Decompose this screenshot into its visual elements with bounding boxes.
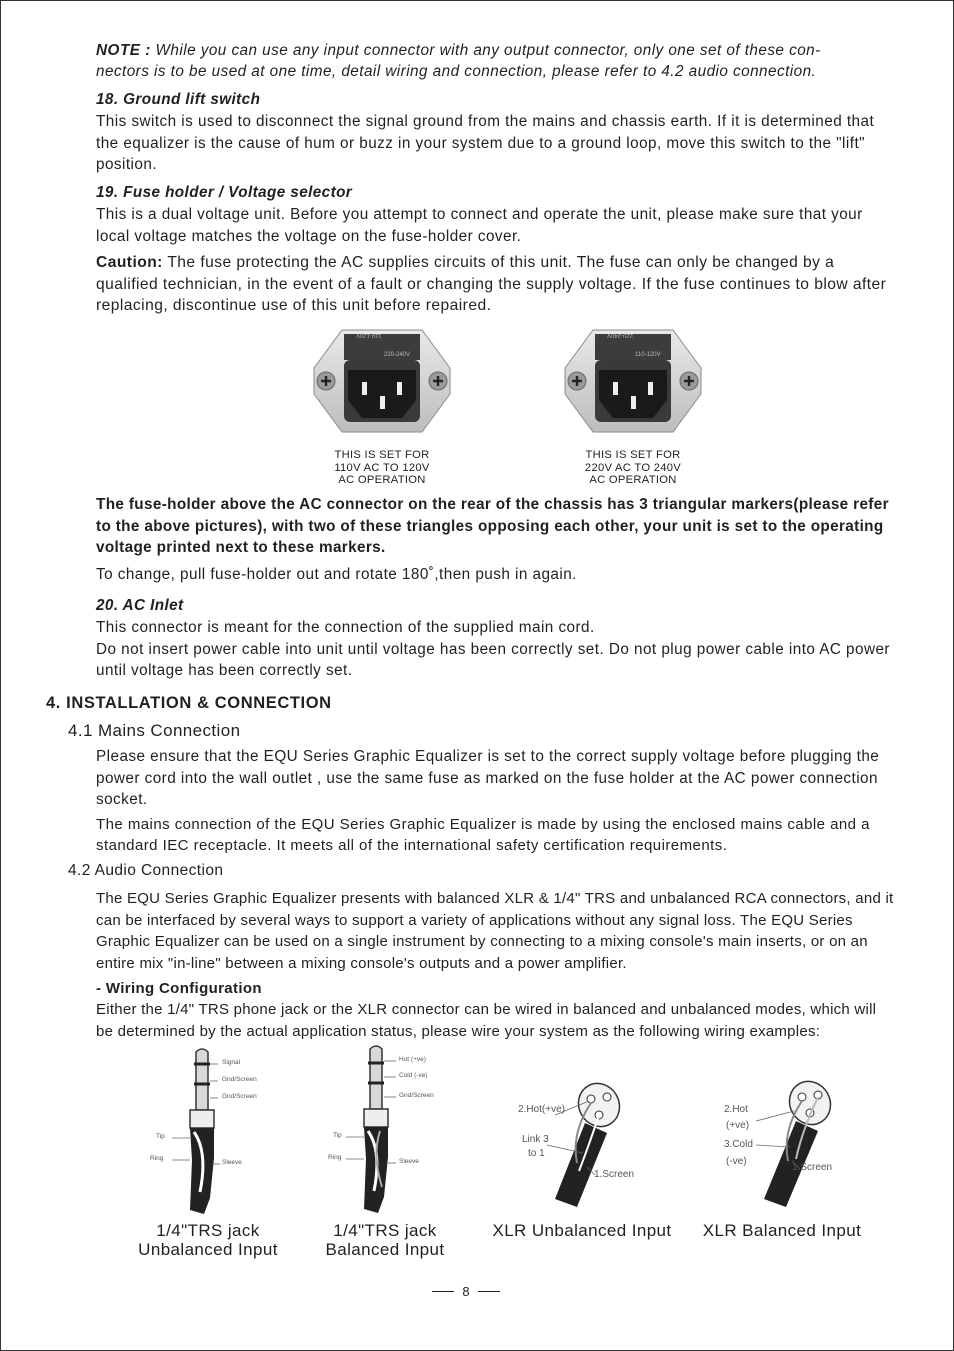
wire-label: 2.Hot — [724, 1104, 748, 1115]
note-label: NOTE : — [96, 42, 151, 59]
section-19 — [96, 182, 896, 317]
fuse-caption-110v — [312, 449, 452, 487]
fuse-caption-line: 110V AC TO 120V — [334, 461, 430, 474]
page-number-rule — [478, 1291, 500, 1292]
fuse-caption-line: THIS IS SET FOR — [585, 449, 681, 461]
fuse-holder-110v-image — [312, 328, 452, 438]
caption-xlr-balanced — [690, 1222, 874, 1241]
fuse-caption-220v — [563, 449, 703, 487]
fuse-holder-220v-image — [563, 328, 703, 438]
mains-paragraph-1: Please ensure that the EQU Series Graphic Equalizer is set to the correct supply voltage before plugging the power cord into the wall outlet , use the same fuse as marked on the fuse holder at the AC power connection socket. — [96, 748, 880, 809]
caution-label: Caution: — [96, 254, 163, 272]
section-4-1-title: 4.1 Mains Connection — [68, 721, 241, 740]
caption-trs-unbalanced — [128, 1222, 288, 1259]
wire-label: 1.Screen — [594, 1169, 635, 1180]
section-20-line-2: Do not insert power cable into unit until voltage has been correctly set. Do not plug power cable into AC power until voltage has been correctly set. — [96, 640, 890, 680]
change-instruction: To change, pull fuse-holder out and rotate 180˚,then push in again. — [96, 565, 577, 583]
fuse-caption-line: THIS IS SET FOR — [334, 449, 430, 461]
trs-balanced-diagram — [328, 1045, 448, 1217]
wire-label: Ring — [328, 1154, 342, 1161]
section-18-heading: 18. Ground lift switch — [96, 91, 261, 108]
diagram-caption: 1/4"TRS jack — [156, 1221, 260, 1240]
trs-jack-icon — [328, 1045, 448, 1217]
diagram-caption: 1/4"TRS jack — [333, 1221, 437, 1240]
wire-label: Gnd/Screen — [399, 1092, 434, 1099]
iec-inlet-icon — [312, 328, 452, 434]
section-4-1-body — [96, 746, 896, 857]
wire-label: Gnd/Screen — [222, 1093, 257, 1100]
section-4-2-title: 4.2 Audio Connection — [68, 862, 224, 879]
wiring-paragraph: Either the 1/4" TRS phone jack or the XLR connector can be wired in balanced and unbalanced modes, which will be determined by the actual application status, please wire your system as the following wiring examples: — [96, 1001, 877, 1040]
wire-label: Sleeve — [399, 1158, 419, 1165]
iec-inlet-icon — [563, 328, 703, 434]
fuse-top-label: 220-240V — [607, 332, 634, 338]
fuse-caption-line: AC OPERATION — [589, 474, 677, 487]
section-20-heading: 20. AC Inlet — [96, 597, 184, 614]
caution-paragraph — [96, 252, 896, 317]
section-20 — [96, 595, 896, 682]
page-number — [432, 1283, 500, 1299]
diagram-caption: Balanced Input — [325, 1239, 445, 1259]
diagram-caption: Unbalanced Input — [138, 1239, 278, 1259]
wire-label: (+ve) — [726, 1120, 750, 1131]
section-4-2-body — [96, 888, 896, 1043]
xlr-unbalanced-diagram — [515, 1075, 645, 1215]
wire-label: Cold (-ve) — [399, 1072, 428, 1079]
mains-paragraph-2: The mains connection of the EQU Series Graphic Equalizer is made by using the enclosed mains cable and a standard IEC receptacle. It meets all of the international safety certification requirements. — [96, 815, 870, 855]
wire-label: Hot (+ve) — [399, 1056, 426, 1063]
wire-label: Gnd/Screen — [222, 1076, 257, 1083]
xlr-connector-icon — [515, 1075, 645, 1215]
section-4-title: 4. INSTALLATION & CONNECTION — [46, 694, 332, 712]
caption-trs-balanced — [305, 1222, 465, 1259]
section-20-line-1: This connector is meant for the connection of the supplied main cord. — [96, 619, 595, 636]
section-19-body: This is a dual voltage unit. Before you attempt to connect and operate the unit, please make sure that your local voltage matches the voltage on the fuse-holder cover. — [96, 206, 863, 245]
wire-label: Tip — [333, 1132, 342, 1139]
wire-label: 3.Cold — [724, 1139, 753, 1150]
audio-paragraph: The EQU Series Graphic Equalizer presents with balanced XLR & 1/4" TRS and unbalanced RCA connectors, and it can be interfaced by several ways to support a variety of applications without any signal loss. The EQU Series Graphic Equalizer can be used on a single instrument by connecting to a mixing console's main inserts, or on an entire mix "in-line" between a mixing console's outputs and a power amplifier. — [96, 890, 894, 972]
caution-text: The fuse protecting the AC supplies circuits of this unit. The fuse can only be changed by a qualified technician, in the event of a fault or changing the supply voltage. If the fuse continues to blow after replacing, discontinue use of this unit before repaired. — [96, 254, 887, 315]
wiring-heading: - Wiring Configuration — [96, 980, 262, 998]
section-18 — [96, 89, 896, 176]
note-text-2: nectors is to be used at one time, detail wiring and connection, please refer to 4.2 audio connection. — [96, 63, 817, 80]
fuse-caption-line: 220V AC TO 240V — [584, 461, 682, 474]
wire-label: (-ve) — [726, 1156, 747, 1167]
diagram-caption: XLR Balanced Input — [702, 1221, 862, 1240]
wire-label: Sleeve — [222, 1159, 242, 1166]
wire-label: 1.Screen — [792, 1162, 833, 1173]
caption-xlr-unbalanced — [482, 1222, 682, 1241]
wire-label: Ring — [150, 1155, 164, 1162]
fuse-caption-line: AC OPERATION — [338, 474, 426, 487]
fuse-note-block — [96, 494, 896, 585]
section-18-body: This switch is used to disconnect the signal ground from the mains and chassis earth. If it is determined that the equalizer is the cause of hum or buzz in your system due to a ground loop, move this switch to the "lift" position. — [96, 113, 875, 174]
wire-label: Link 3 — [522, 1134, 549, 1145]
note-block — [96, 40, 906, 82]
wire-label: Signal — [222, 1059, 241, 1066]
diagram-caption: XLR Unbalanced Input — [492, 1221, 672, 1240]
page-number-rule — [432, 1291, 454, 1292]
section-19-heading: 19. Fuse holder / Voltage selector — [96, 184, 353, 201]
page-number-value: 8 — [462, 1284, 470, 1300]
fuse-top-label: 110-120V — [356, 332, 382, 338]
note-text: While you can use any input connector with any output connector, only one set of these con- — [150, 42, 821, 59]
wire-label: Tip — [156, 1133, 165, 1140]
trs-jack-icon — [150, 1048, 270, 1218]
xlr-balanced-diagram — [722, 1075, 852, 1215]
trs-unbalanced-diagram — [150, 1048, 270, 1218]
wire-label: 2.Hot(+ve) — [518, 1104, 565, 1115]
wire-label: to 1 — [528, 1148, 545, 1159]
fuse-bottom-label: 110-120V — [635, 352, 661, 358]
fuse-note: The fuse-holder above the AC connector on the rear of the chassis has 3 triangular markers(please refer to the above pictures), with two of these triangles opposing each other, your unit is set to the operating voltage printed next to these markers. — [96, 496, 889, 557]
fuse-bottom-label: 220-240V — [384, 352, 411, 358]
